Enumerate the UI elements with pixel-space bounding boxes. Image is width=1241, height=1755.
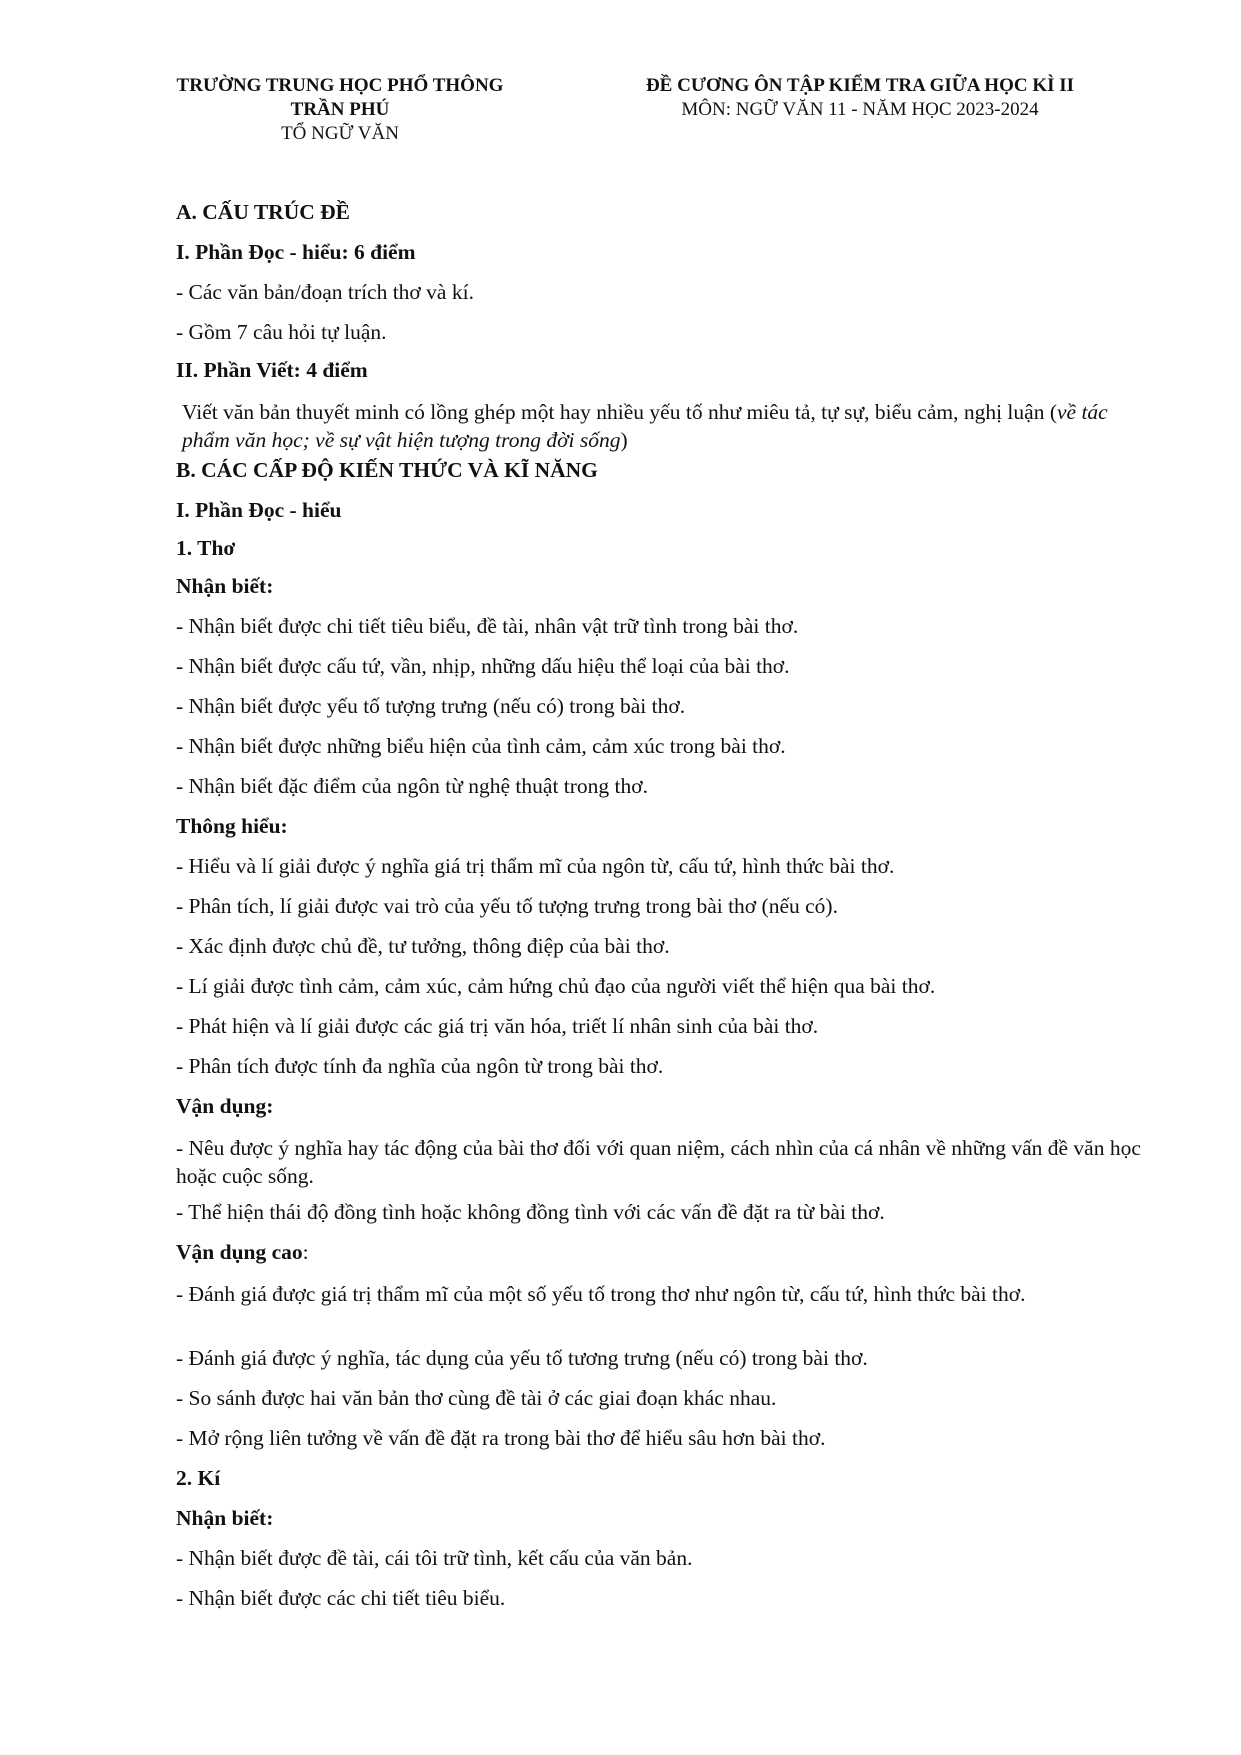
document-header <box>600 74 1120 122</box>
section-a-title: A. CẤU TRÚC ĐỀ <box>176 200 351 224</box>
list-item: - Nhận biết được yếu tố tượng trưng (nếu có) trong bài thơ. <box>176 694 686 718</box>
memoir-recognize-title: Nhận biết: <box>176 1506 274 1530</box>
poetry-title: 1. Thơ <box>176 536 236 560</box>
apply-high-label: Vận dụng cao <box>176 1240 303 1264</box>
school-name-line1: TRƯỜNG TRUNG HỌC PHỔ THÔNG <box>176 75 504 96</box>
list-item: - Lí giải được tình cảm, cảm xúc, cảm hứng chủ đạo của người viết thể hiện qua bài thơ. <box>176 974 936 998</box>
part2-text-main: Viết văn bản thuyết minh có lồng ghép một hay nhiều yếu tố như miêu tả, tự sự, biểu cảm, nghị luận ( <box>182 400 1057 424</box>
poetry-apply-title: Vận dụng: <box>176 1094 274 1118</box>
list-item: - Đánh giá được giá trị thẩm mĩ của một số yếu tố trong thơ như ngôn từ, cấu tứ, hình thức bài thơ. <box>176 1282 1026 1306</box>
poetry-understand-title: Thông hiểu: <box>176 814 288 838</box>
document-title: ĐỀ CƯƠNG ÔN TẬP KIỂM TRA GIỮA HỌC KÌ II <box>645 75 1075 96</box>
list-item: - Phát hiện và lí giải được các giá trị văn hóa, triết lí nhân sinh của bài thơ. <box>176 1014 819 1038</box>
list-item: - Nhận biết đặc điểm của ngôn từ nghệ thuật trong thơ. <box>176 774 649 798</box>
list-item: - Xác định được chủ đề, tư tưởng, thông điệp của bài thơ. <box>176 934 670 958</box>
apply-high-colon: : <box>302 1240 309 1264</box>
section-a-part1-title: I. Phần Đọc - hiểu: 6 điểm <box>176 240 416 264</box>
school-header <box>140 74 540 146</box>
list-item: - Nhận biết được các chi tiết tiêu biểu. <box>176 1586 506 1610</box>
list-item: - Phân tích được tính đa nghĩa của ngôn từ trong bài thơ. <box>176 1054 664 1078</box>
department-name: TỔ NGỮ VĂN <box>281 123 399 144</box>
section-b-part1-title: I. Phần Đọc - hiểu <box>176 498 342 522</box>
school-name-line2: TRẦN PHÚ <box>290 99 390 120</box>
poetry-recognize-title: Nhận biết: <box>176 574 274 598</box>
memoir-title: 2. Kí <box>176 1466 221 1490</box>
section-b-title: B. CÁC CẤP ĐỘ KIẾN THỨC VÀ KĨ NĂNG <box>176 458 598 482</box>
list-item: - So sánh được hai văn bản thơ cùng đề tài ở các giai đoạn khác nhau. <box>176 1386 777 1410</box>
list-item: - Các văn bản/đoạn trích thơ và kí. <box>176 280 474 304</box>
list-item: - Nêu được ý nghĩa hay tác động của bài thơ đối với quan niệm, cách nhìn của cá nhân về những vấn đề văn học hoặc cuộc sống. <box>176 1136 1141 1188</box>
list-item: - Gồm 7 câu hỏi tự luận. <box>176 320 387 344</box>
list-item: - Hiểu và lí giải được ý nghĩa giá trị thẩm mĩ của ngôn từ, cấu tứ, hình thức bài thơ. <box>176 854 895 878</box>
list-item: - Nhận biết được đề tài, cái tôi trữ tình, kết cấu của văn bản. <box>176 1546 693 1570</box>
part2-text-italic: về tác phẩm văn học; về sự vật hiện tượng trong đời sống <box>182 400 1108 452</box>
list-item: - Nhận biết được cấu tứ, vần, nhịp, những dấu hiệu thể loại của bài thơ. <box>176 654 790 678</box>
list-item: - Thể hiện thái độ đồng tình hoặc không đồng tình với các vấn đề đặt ra từ bài thơ. <box>176 1200 885 1224</box>
list-item: - Nhận biết được những biểu hiện của tình cảm, cảm xúc trong bài thơ. <box>176 734 786 758</box>
poetry-apply-high-title <box>176 1240 309 1265</box>
list-item: - Đánh giá được ý nghĩa, tác dụng của yếu tố tương trưng (nếu có) trong bài thơ. <box>176 1346 868 1370</box>
list-item: - Phân tích, lí giải được vai trò của yếu tố tượng trưng trong bài thơ (nếu có). <box>176 894 838 918</box>
section-a-part2-title: II. Phần Viết: 4 điểm <box>176 358 368 382</box>
list-item: - Nhận biết được chi tiết tiêu biểu, đề tài, nhân vật trữ tình trong bài thơ. <box>176 614 799 638</box>
document-subtitle: MÔN: NGỮ VĂN 11 - NĂM HỌC 2023-2024 <box>681 99 1039 120</box>
section-a-part2-text <box>182 398 1142 454</box>
part2-text-end: ) <box>620 428 628 452</box>
list-item: - Mở rộng liên tưởng về vấn đề đặt ra trong bài thơ để hiểu sâu hơn bài thơ. <box>176 1426 826 1450</box>
